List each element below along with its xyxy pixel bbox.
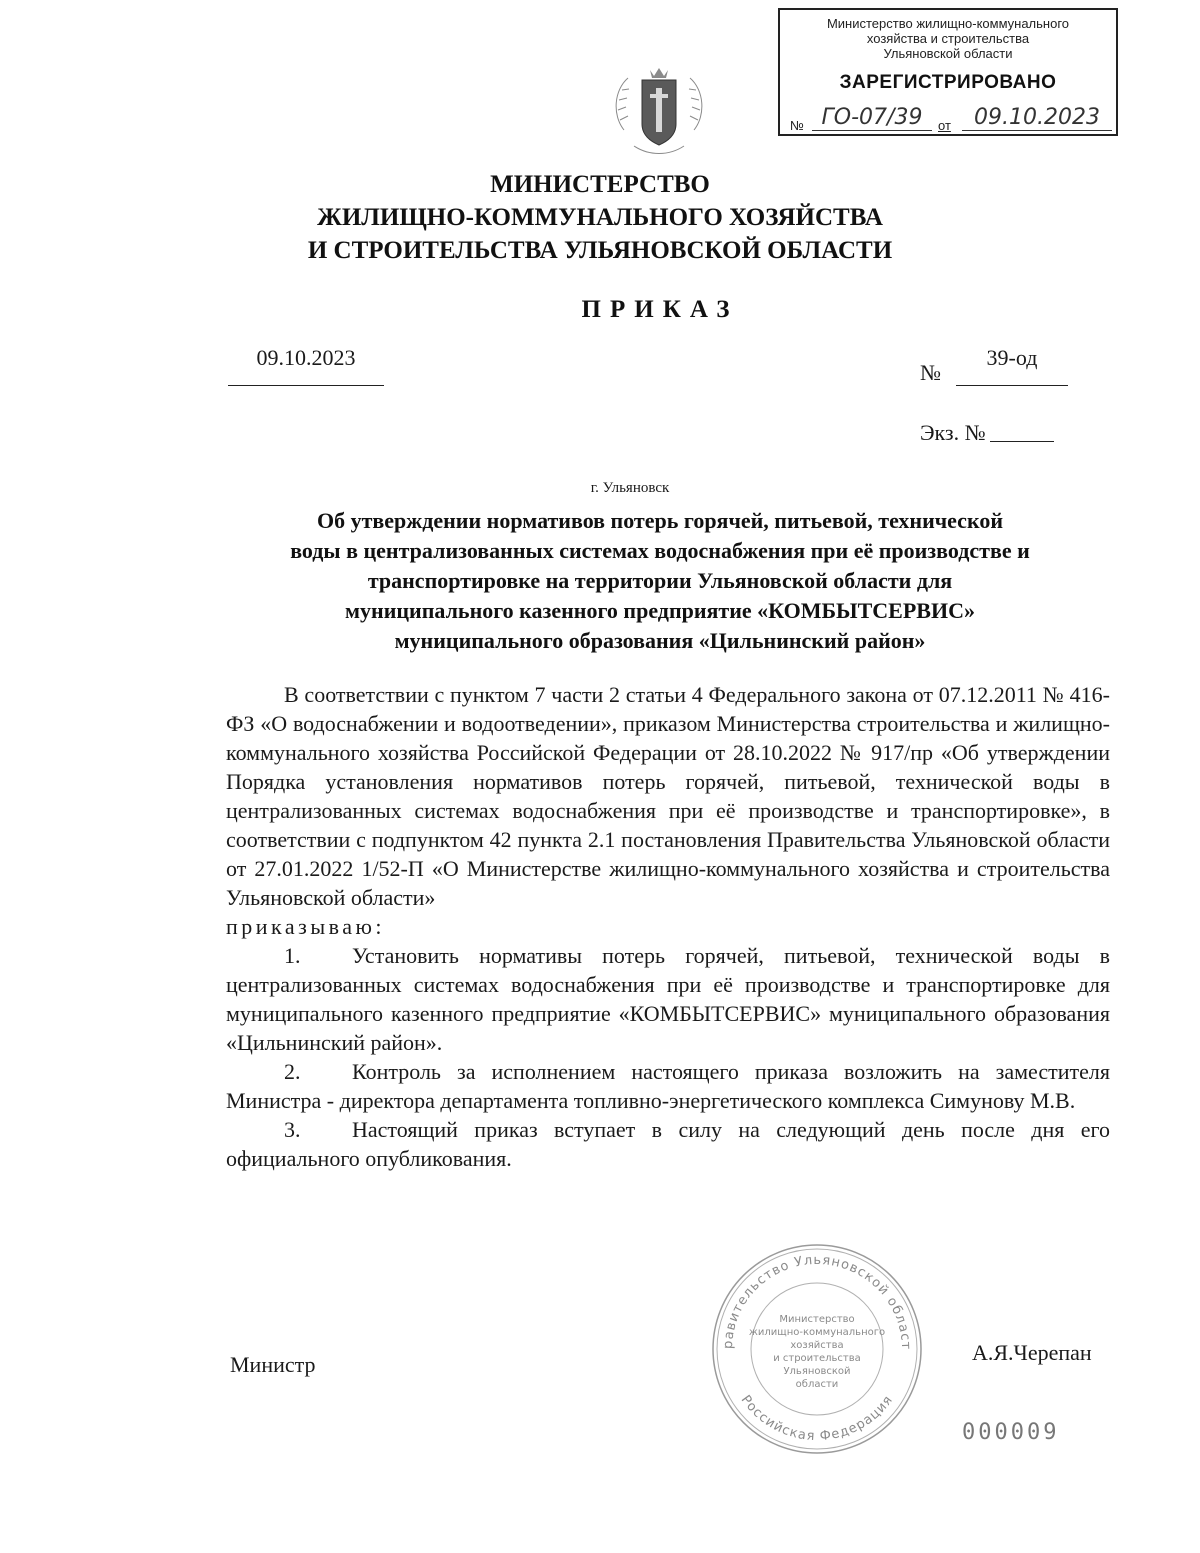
ministry-line-3: И СТРОИТЕЛЬСТВА УЛЬЯНОВСКОЙ ОБЛАСТИ <box>307 237 893 264</box>
svg-text:жилищно-коммунального: жилищно-коммунального <box>748 1327 886 1338</box>
copy-number-blank <box>990 421 1054 442</box>
title-line-5: муниципального образования «Цильнинский район» <box>394 628 926 653</box>
svg-text:и строительства: и строительства <box>773 1353 861 1364</box>
ministry-line-2: ЖИЛИЩНО-КОММУНАЛЬНОГО ХОЗЯЙСТВА <box>317 204 883 231</box>
copy-number-label: Экз. № <box>920 420 986 445</box>
order-item <box>226 1057 1110 1115</box>
svg-text:Правительство Ульяновской обла: равительство Ульяновской област <box>720 1252 914 1351</box>
registration-stamp-organization: Министерство жилищно-коммунального хозяйства и строительства Ульяновской области <box>826 16 1070 61</box>
svg-text:хозяйства: хозяйства <box>790 1340 844 1351</box>
title-line-2: воды в централизованных системах водоснабжения при её производстве и <box>290 538 1030 563</box>
preamble: В соответствии с пунктом 7 части 2 статьи 4 Федерального закона от 07.12.2011 № 416-ФЗ «О водоснабжении и водоотведении», приказом Министерства строительства и жилищно-коммунального хозяйства Российской Федерации от 28.10.2022 № 917/пр «Об утверждении Порядка установления нормативов потерь горячей, питьевой, технической воды в централизованных системах водоснабжения при её производстве и транспортировке», в соответствии с подпунктом 42 пункта 2.1 постановления Правительства Ульяновской области от 27.01.2022 1/52-П «О Министерстве жилищно-коммунального хозяйства и строительства Ульяновской области» <box>226 682 1110 910</box>
official-seal <box>706 1238 928 1460</box>
svg-text:Ульяновской: Ульяновской <box>783 1366 851 1377</box>
document-date: 09.10.2023 <box>228 345 384 386</box>
svg-text:области: области <box>795 1379 839 1390</box>
document-number: 39-од <box>956 345 1068 386</box>
registration-number: ГО-07/39 <box>812 106 932 131</box>
item-text: Настоящий приказ вступает в силу на следующий день после дня его официального опубликования. <box>226 1117 1110 1171</box>
order-body <box>226 680 1110 1173</box>
ministry-name <box>0 168 1200 267</box>
document-counter: 000009 <box>962 1420 1060 1445</box>
signatory-role: Министр <box>230 1352 316 1377</box>
document-number-label: № <box>920 360 941 385</box>
order-item <box>226 941 1110 1057</box>
item-text: Контроль за исполнением настоящего приказа возложить на заместителя Министра - директора департамента топливно-энергетического комплекса Симунову М.В. <box>226 1059 1110 1113</box>
signatory-name: А.Я.Черепан <box>972 1340 1092 1365</box>
registration-stamp <box>778 8 1118 136</box>
document-type: ПРИКАЗ <box>581 296 739 323</box>
order-item <box>226 1115 1110 1173</box>
coat-of-arms-icon <box>604 60 714 160</box>
order-word: приказываю: <box>226 914 386 939</box>
title-line-1: Об утверждении нормативов потерь горячей, питьевой, технической <box>316 508 1004 533</box>
registration-date-label: от <box>938 118 951 133</box>
svg-text:Российская Федерация: Российская Федерация <box>737 1392 897 1445</box>
title-line-4: муниципального казенного предприятие «КОМБЫТСЕРВИС» <box>345 598 975 623</box>
item-number: 2. <box>284 1059 301 1084</box>
registration-number-label: № <box>790 118 804 133</box>
item-text: Установить нормативы потерь горячей, питьевой, технической воды в централизованных системах водоснабжения при её производстве и транспортировке для муниципального казенного предприятие «КОМБЫТСЕРВИС» муниципального образования «Цильнинский район». <box>226 943 1110 1055</box>
order-title <box>200 506 1120 656</box>
title-line-3: транспортировке на территории Ульяновской области для <box>367 568 953 593</box>
item-number: 3. <box>284 1117 301 1142</box>
registration-stamp-status: ЗАРЕГИСТРИРОВАНО <box>839 72 1057 93</box>
city: г. Ульяновск <box>590 480 670 496</box>
registration-stamp-details <box>790 106 1110 134</box>
copy-number <box>920 420 1054 446</box>
ministry-line-1: МИНИСТЕРСТВО <box>490 171 710 198</box>
svg-text:Министерство: Министерство <box>779 1314 855 1325</box>
registration-date: 09.10.2023 <box>962 106 1112 131</box>
item-number: 1. <box>284 943 301 968</box>
